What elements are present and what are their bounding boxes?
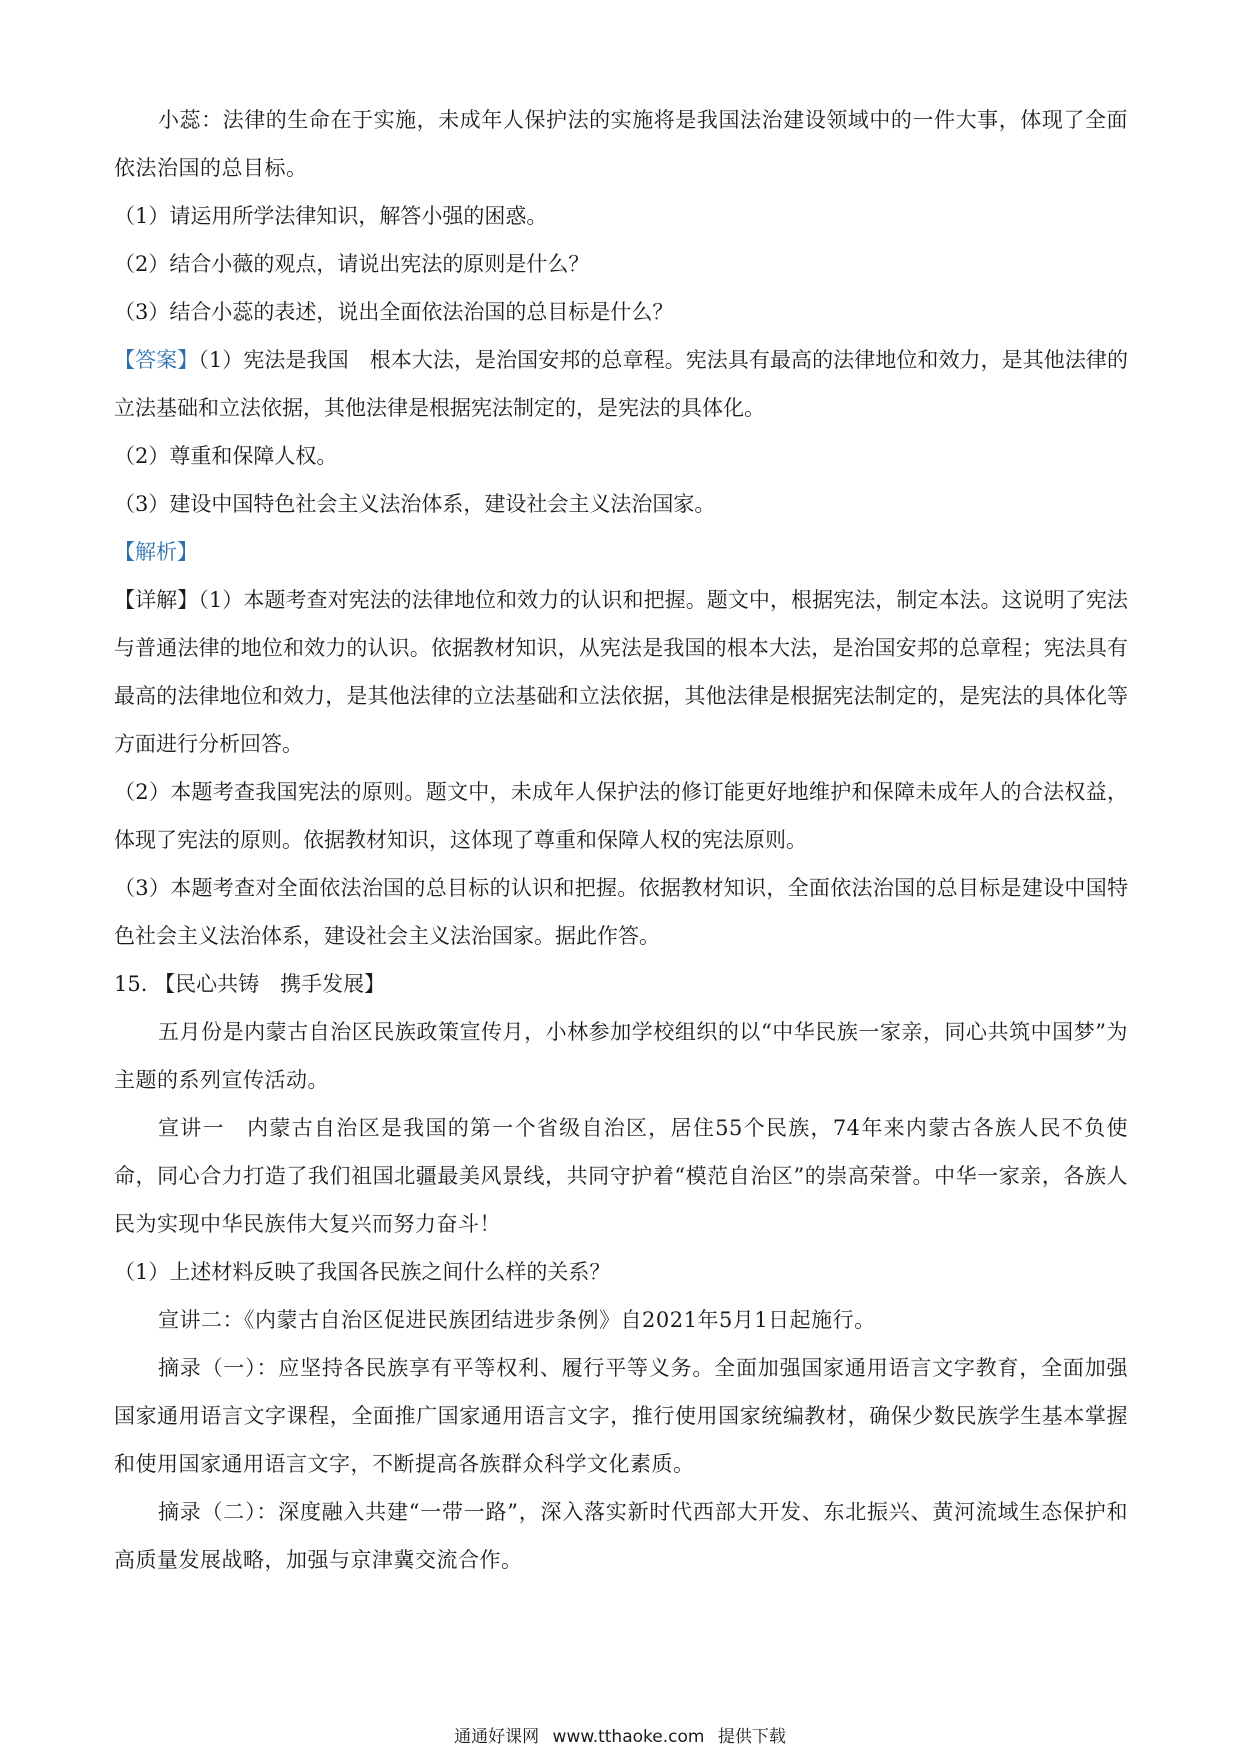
answer-tag: 【答案】 [114, 348, 199, 372]
talk-2: 宣讲二：《内蒙古自治区促进民族团结进步条例》自2021年5月1日起施行。 [158, 1308, 876, 1332]
question-15-1: （1）上述材料反映了我国各民族之间什么样的关系？ [114, 1260, 611, 1284]
analysis-tag: 【解析】 [114, 540, 198, 564]
detail-tag: 【详解】 [114, 588, 199, 612]
page-footer [0, 1722, 1240, 1747]
detail-1: （1）本题考查对宪法的法律地位和效力的认识和把握。题文中，根据宪法，制定本法。这说明了宪法与普通法律的地位和效力的认识。依据教材知识，从宪法是我国的根本大法，是治国安邦的总章程；宪法具有最高的法律地位和效力，是其他法律的立法基础和立法依据，其他法律是根据宪法制定的，是宪法的具体化等方面进行分析回答。 [114, 588, 1129, 756]
question-15-title: 15. 【民心共铸 携手发展】 [114, 972, 386, 996]
answer-3: （3）建设中国特色社会主义法治体系，建设社会主义法治国家。 [114, 492, 716, 516]
question-2: （2）结合小薇的观点，请说出宪法的原则是什么？ [114, 252, 590, 276]
question-1: （1）请运用所学法律知识，解答小强的困惑。 [114, 204, 548, 228]
question-15-intro: 五月份是内蒙古自治区民族政策宣传月，小林参加学校组织的以“中华民族一家亲，同心共筑中国梦”为主题的系列宣传活动。 [114, 1020, 1128, 1092]
answer-2: （2）尊重和保障人权。 [114, 444, 338, 468]
footer-site-name: 通通好课网 [454, 1727, 540, 1747]
footer-site-suffix: 提供下载 [717, 1727, 786, 1747]
footer-site-url[interactable]: www.tthaoke.com [552, 1727, 705, 1747]
answer-1: （1）宪法是我国 根本大法，是治国安邦的总章程。宪法具有最高的法律地位和效力，是其他法律的立法基础和立法依据，其他法律是根据宪法制定的，是宪法的具体化。 [114, 348, 1129, 420]
document-body [114, 96, 1128, 1584]
talk-1: 宣讲一 内蒙古自治区是我国的第一个省级自治区，居住55个民族，74年来内蒙古各族人民不负使命，同心合力打造了我们祖国北疆最美风景线，共同守护着“模范自治区”的崇高荣誉。中华一家亲，各族人民为实现中华民族伟大复兴而努力奋斗！ [114, 1116, 1128, 1236]
answer-block [114, 336, 1128, 432]
detail-3: （3）本题考查对全面依法治国的总目标的认识和把握。依据教材知识，全面依法治国的总目标是建设中国特色社会主义法治体系，建设社会主义法治国家。据此作答。 [114, 876, 1128, 948]
paragraph-xiaorui: 小蕊：法律的生命在于实施，未成年人保护法的实施将是我国法治建设领域中的一件大事，体现了全面依法治国的总目标。 [114, 108, 1128, 180]
question-3: （3）结合小蕊的表述，说出全面依法治国的总目标是什么？ [114, 300, 674, 324]
detail-2: （2）本题考查我国宪法的原则。题文中，未成年人保护法的修订能更好地维护和保障未成年人的合法权益，体现了宪法的原则。依据教材知识，这体现了尊重和保障人权的宪法原则。 [114, 780, 1128, 852]
excerpt-2: 摘录（二）：深度融入共建“一带一路”，深入落实新时代西部大开发、东北振兴、黄河流域生态保护和高质量发展战略，加强与京津冀交流合作。 [114, 1500, 1128, 1572]
detail-1-block [114, 576, 1128, 768]
excerpt-1: 摘录（一）：应坚持各民族享有平等权利、履行平等义务。全面加强国家通用语言文字教育，全面加强国家通用语言文字课程，全面推广国家通用语言文字，推行使用国家统编教材，确保少数民族学生基本掌握和使用国家通用语言文字，不断提高各族群众科学文化素质。 [114, 1356, 1128, 1476]
